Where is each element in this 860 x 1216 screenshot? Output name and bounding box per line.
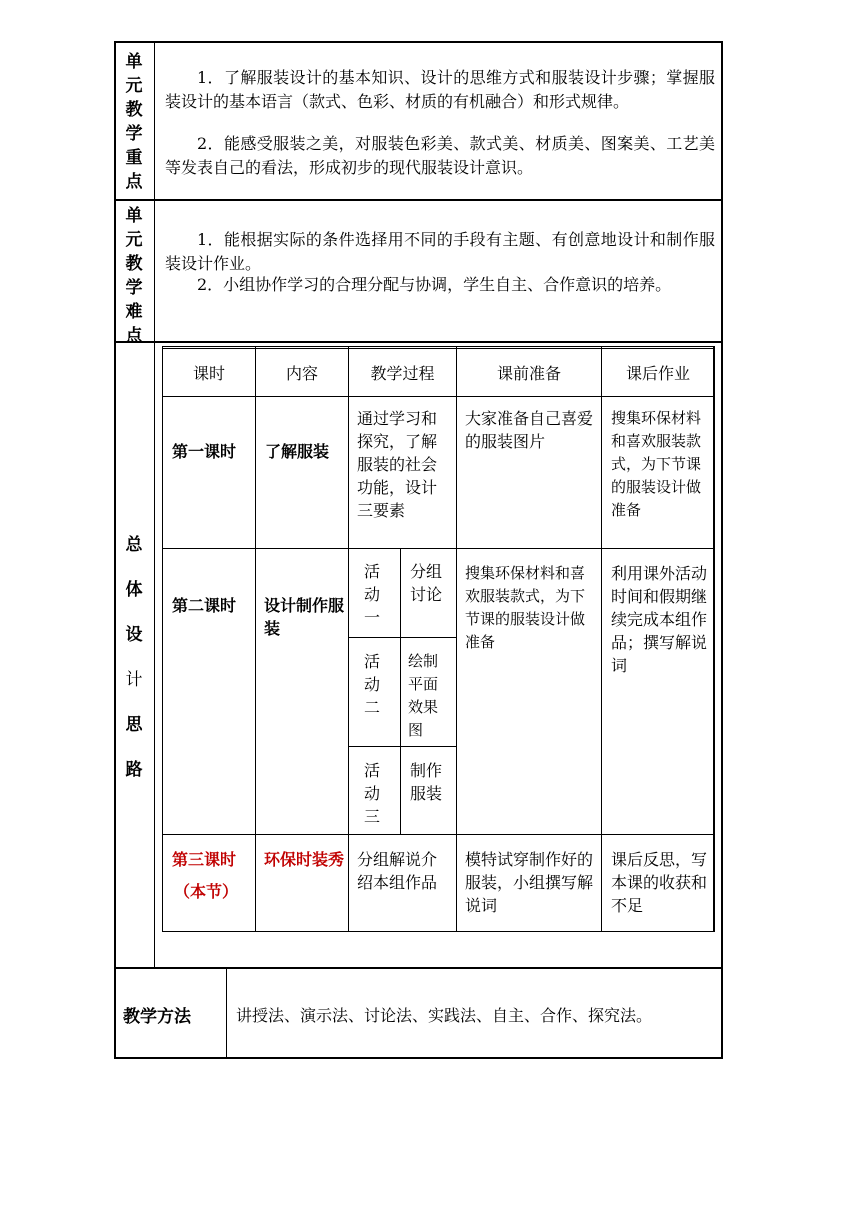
- activity-3-task: 制作服装: [410, 761, 443, 803]
- row-divider: [114, 341, 723, 343]
- design-label-char: 设: [125, 625, 143, 645]
- row3-process: 分组解说介绍本组作品: [357, 850, 438, 892]
- inner-border-line: [713, 346, 714, 932]
- row3-period-note: （本节）: [174, 882, 239, 901]
- row2-content: 设计制作服装: [264, 596, 345, 638]
- activity-3-name: 活动三: [364, 761, 381, 826]
- inner-col-line: [348, 346, 349, 932]
- activity-2-task: 绘制平面效果图: [408, 652, 439, 739]
- design-label-char: 思: [125, 715, 143, 735]
- difficulties-item-2: 2．小组协作学习的合理分配与协调，学生自主、合作意识的培养。: [197, 275, 672, 294]
- row1-content: 了解服装: [265, 442, 330, 461]
- inner-col-line: [255, 346, 256, 932]
- activity-2-name: 活动二: [364, 652, 381, 717]
- inner-col-line: [601, 346, 602, 932]
- inner-row-line: [162, 396, 715, 397]
- method-text: 讲授法、演示法、讨论法、实践法、自主、合作、探究法。: [236, 1006, 653, 1025]
- difficulties-label-text: 单元教学难点: [125, 206, 143, 346]
- row1-period: 第一课时: [172, 442, 237, 461]
- activity-line: [349, 746, 456, 747]
- inner-row-line: [162, 834, 715, 835]
- design-label-char: 体: [125, 580, 143, 600]
- key-points-item-2: 2．能感受服装之美，对服装色彩美、款式美、材质美、图案美、工艺美等发表自己的看法，形成初步的现代服装设计意识。: [165, 134, 715, 177]
- inner-border-line: [162, 348, 715, 349]
- difficulties-item-1: 1．能根据实际的条件选择用不同的手段有主题、有创意地设计和制作服装设计作业。: [165, 230, 715, 273]
- row2-prep: 搜集环保材料和喜欢服装款式，为下节课的服装设计做准备: [465, 564, 586, 651]
- design-label-char: 总: [125, 535, 143, 555]
- method-label: 教学方法: [123, 1007, 191, 1027]
- key-points-label: [123, 50, 145, 194]
- row2-homework: 利用课外活动时间和假期继续完成本组作品；撰写解说词: [611, 564, 708, 675]
- key-points-item-1: 1．了解服装设计的基本知识、设计的思维方式和服装设计步骤；掌握服装设计的基本语言（款式、色彩、材质的有机融合）和形式规律。: [165, 68, 715, 111]
- row-divider: [114, 967, 723, 969]
- row3-prep: 模特试穿制作好的服装，小组撰写解说词: [465, 850, 594, 915]
- difficulties-label: [123, 204, 145, 348]
- row1-prep: 大家准备自己喜爱的服装图片: [465, 409, 594, 451]
- inner-col-line: [456, 346, 457, 932]
- header-prep: 课前准备: [496, 364, 561, 383]
- header-content: 内容: [285, 364, 318, 383]
- activity-1-name: 活动一: [364, 562, 381, 627]
- inner-row-line: [162, 548, 715, 549]
- label-divider: [154, 41, 155, 969]
- header-homework: 课后作业: [625, 364, 690, 383]
- row3-homework: 课后反思，写本课的收获和不足: [611, 850, 708, 915]
- row-divider: [114, 199, 723, 201]
- row3-content: 环保时装秀: [264, 850, 345, 869]
- key-points-label-text: 单元教学重点: [125, 52, 143, 192]
- row1-homework: 搜集环保材料和喜欢服装款式，为下节课的服装设计做准备: [611, 409, 702, 519]
- activity-line: [349, 637, 456, 638]
- design-label-char: 计: [125, 670, 143, 690]
- method-divider: [226, 969, 227, 1059]
- header-period: 课时: [192, 364, 225, 383]
- activity-1-task: 分组讨论: [410, 562, 443, 604]
- row3-period: 第三课时: [172, 850, 237, 869]
- row1-process: 通过学习和探究，了解服装的社会功能，设计三要素: [357, 409, 438, 520]
- activity-col-line: [400, 548, 401, 834]
- row2-period: 第二课时: [172, 596, 237, 615]
- design-label-char: 路: [125, 760, 143, 780]
- header-process: 教学过程: [370, 364, 435, 383]
